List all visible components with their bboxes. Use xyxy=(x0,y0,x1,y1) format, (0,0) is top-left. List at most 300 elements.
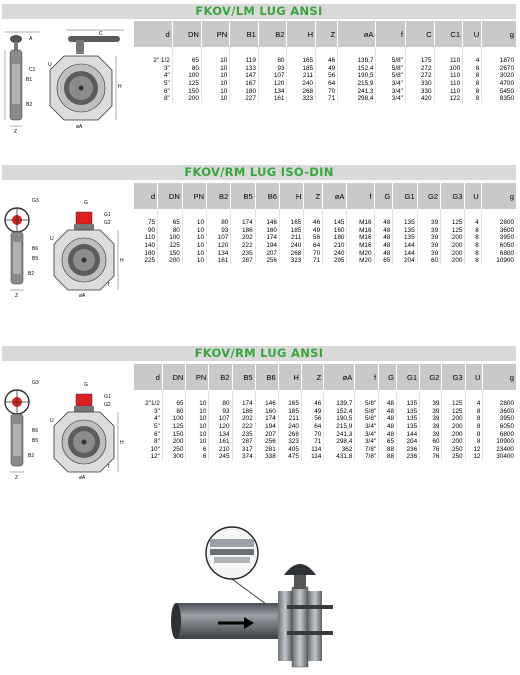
table-cell: 268 xyxy=(278,430,301,438)
table-row xyxy=(134,438,516,446)
valve-front-view-icon xyxy=(44,190,128,300)
table-cell: 125 xyxy=(442,408,465,416)
spacer-cell xyxy=(465,209,481,219)
table-cell: 256 xyxy=(255,438,278,446)
column-header: PN xyxy=(201,21,229,47)
label-b2: B2 xyxy=(28,453,35,459)
table-cell: 3/4" xyxy=(355,438,379,446)
table-cell: 202 xyxy=(231,234,255,242)
spacer-cell xyxy=(134,47,172,57)
table-cell: 200 xyxy=(172,95,201,103)
table-cell: 4" xyxy=(134,72,172,80)
table-cell: 200 xyxy=(162,438,186,446)
table-cell: 80 xyxy=(209,400,232,408)
label-z: Z xyxy=(14,129,18,135)
table-cell: 135 xyxy=(393,227,417,235)
table-cell: 125 xyxy=(158,242,183,250)
table-cell: 71 xyxy=(316,95,338,103)
table-cell: 70 xyxy=(304,249,323,257)
spacer-cell xyxy=(230,47,259,57)
table-cell: M16 xyxy=(347,234,374,242)
table-cell: 6 xyxy=(186,453,209,461)
column-header: f xyxy=(376,21,405,47)
table-cell: 167 xyxy=(230,80,259,88)
table-row xyxy=(134,80,516,88)
table-cell: 10 xyxy=(186,408,209,416)
table-cell: 3600 xyxy=(481,227,516,235)
table-cell: 10" xyxy=(134,446,162,454)
table-cell: 241,3 xyxy=(324,430,355,438)
table-cell: 268 xyxy=(287,87,316,95)
table-cell: 48 xyxy=(379,400,397,408)
table-cell: 10 xyxy=(201,72,229,80)
table-cell: 160 xyxy=(323,227,347,235)
table-cell: 48 xyxy=(374,234,393,242)
table-cell: 190,5 xyxy=(324,415,355,423)
table-cell: 5/8" xyxy=(355,415,379,423)
table-row xyxy=(134,72,516,80)
label-g: G xyxy=(84,200,88,206)
spacer-cell xyxy=(323,209,347,219)
table-row xyxy=(134,408,516,416)
table-cell: 75 xyxy=(134,219,158,227)
table-cell: 6" xyxy=(134,430,162,438)
spacer-cell xyxy=(417,209,441,219)
table-cell: 185 xyxy=(280,227,304,235)
label-h: H xyxy=(120,258,124,264)
table-cell: 8 xyxy=(465,249,481,257)
section-title: FKOV/RM LUG ANSI xyxy=(2,346,516,361)
column-header: øA xyxy=(323,183,347,209)
table-cell: 210 xyxy=(323,242,347,250)
table-cell: 125 xyxy=(442,400,465,408)
spacer-cell xyxy=(158,209,183,219)
column-header: DN xyxy=(162,364,186,390)
column-header: U xyxy=(465,183,481,209)
table-cell: 65 xyxy=(172,57,201,65)
table-cell: 8" xyxy=(134,438,162,446)
table-cell: 10 xyxy=(201,57,229,65)
table-cell: 144 xyxy=(397,430,420,438)
table-cell: 39 xyxy=(420,430,442,438)
table-cell: 120 xyxy=(258,80,287,88)
table-cell: 3/4" xyxy=(355,423,379,431)
table-cell: 204 xyxy=(393,257,417,265)
spacer-cell xyxy=(278,390,301,400)
label-z: Z xyxy=(15,293,19,299)
table-cell: 125 xyxy=(172,80,201,88)
table-cell: 6800 xyxy=(483,430,516,438)
table-cell: 150 xyxy=(162,430,186,438)
table-cell: 70 xyxy=(316,87,338,95)
table-cell: 225 xyxy=(134,257,158,265)
spacer-cell xyxy=(347,209,374,219)
column-header: B2 xyxy=(207,183,231,209)
table-cell: 152,4 xyxy=(338,65,376,73)
table-cell: 222 xyxy=(231,242,255,250)
table-cell: 46 xyxy=(304,219,323,227)
label-oa: øA xyxy=(79,475,86,481)
table-cell: 56 xyxy=(304,234,323,242)
table-cell: 10 xyxy=(186,438,209,446)
table-cell: 185 xyxy=(287,65,316,73)
table-cell: 10 xyxy=(201,80,229,88)
table-row xyxy=(134,219,516,227)
table-cell: M16 xyxy=(347,227,374,235)
column-header: d xyxy=(134,21,172,47)
table-cell: 48 xyxy=(374,219,393,227)
spacer-cell xyxy=(324,390,355,400)
table-cell: 240 xyxy=(280,242,304,250)
table-cell: 8 xyxy=(463,65,482,73)
column-header: d xyxy=(134,183,158,209)
table-cell: 3/4" xyxy=(376,95,405,103)
table-cell: 287 xyxy=(232,438,255,446)
table-cell: 256 xyxy=(255,257,279,265)
installation-illustration xyxy=(170,525,360,670)
table-cell: 5/8" xyxy=(376,57,405,65)
table-cell: 268 xyxy=(280,249,304,257)
table-cell: 200 xyxy=(441,242,465,250)
table-cell: M20 xyxy=(347,249,374,257)
table-cell: 140 xyxy=(134,242,158,250)
table-cell: 93 xyxy=(209,408,232,416)
table-cell: 114 xyxy=(301,453,323,461)
table-cell: 8 xyxy=(463,80,482,88)
label-b1: B1 xyxy=(26,77,33,83)
spacer-cell xyxy=(134,209,158,219)
table-cell: 374 xyxy=(232,453,255,461)
spec-table-3 xyxy=(134,364,516,461)
table-spacer-row xyxy=(134,390,516,400)
table-cell: 250 xyxy=(442,453,465,461)
table-cell: 338 xyxy=(255,453,278,461)
spec-table-2 xyxy=(134,183,516,265)
table-cell: 165 xyxy=(280,219,304,227)
table-cell: 80 xyxy=(172,65,201,73)
label-g3: G3 xyxy=(32,380,39,386)
spacer-cell xyxy=(231,209,255,219)
table-row xyxy=(134,65,516,73)
table-cell: 10 xyxy=(182,219,206,227)
table-cell: 110 xyxy=(434,80,463,88)
table-cell: M16 xyxy=(347,219,374,227)
table-cell: 8350 xyxy=(482,95,516,103)
table-cell: 107 xyxy=(258,72,287,80)
table-cell: 298,4 xyxy=(338,95,376,103)
spacer-cell xyxy=(434,47,463,57)
table-row xyxy=(134,446,516,454)
label-b2: B2 xyxy=(26,102,33,108)
table-cell: 10 xyxy=(186,400,209,408)
table-cell: 144 xyxy=(393,249,417,257)
table-row xyxy=(134,57,516,65)
table-cell: 4 xyxy=(465,219,481,227)
table-cell: 110 xyxy=(434,87,463,95)
table-cell: 145 xyxy=(323,219,347,227)
table-cell: 160 xyxy=(255,408,278,416)
table-cell: 300 xyxy=(162,453,186,461)
label-b5: B5 xyxy=(32,256,39,262)
table-row xyxy=(134,423,516,431)
table-cell: 200 xyxy=(442,438,465,446)
table-cell: 323 xyxy=(280,257,304,265)
table-cell: 10 xyxy=(201,95,229,103)
table-cell: 8 xyxy=(465,408,483,416)
table-cell: 10 xyxy=(182,242,206,250)
table-cell: 3020 xyxy=(482,72,516,80)
table-cell: 2"1/2 xyxy=(134,400,162,408)
spacer-cell xyxy=(483,390,516,400)
table-cell: 8 xyxy=(465,438,483,446)
table-cell: 160 xyxy=(134,249,158,257)
table-cell: 200 xyxy=(441,249,465,257)
column-header: g xyxy=(481,183,516,209)
table-cell: 405 xyxy=(278,446,301,454)
table-cell: 215,9 xyxy=(338,80,376,88)
label-u: U xyxy=(50,236,54,242)
table-cell: 10 xyxy=(201,65,229,73)
column-header: f xyxy=(347,183,374,209)
table-cell: 133 xyxy=(230,65,259,73)
table-cell: 6050 xyxy=(483,423,516,431)
column-header: G3 xyxy=(441,183,465,209)
column-header: G2 xyxy=(417,183,441,209)
column-header: B6 xyxy=(255,364,278,390)
table-cell: 8 xyxy=(463,87,482,95)
table-row xyxy=(134,453,516,461)
spacer-cell xyxy=(186,390,209,400)
column-header: U xyxy=(463,21,482,47)
table-cell: 161 xyxy=(207,257,231,265)
table-cell: 65 xyxy=(158,219,183,227)
spacer-cell xyxy=(201,47,229,57)
table-cell: 5" xyxy=(134,80,172,88)
table-cell: 120 xyxy=(207,242,231,250)
table-cell: 120 xyxy=(209,423,232,431)
table-cell: 39 xyxy=(417,249,441,257)
table-cell: 122 xyxy=(434,95,463,103)
spacer-cell xyxy=(393,209,417,219)
label-b2: B2 xyxy=(28,271,35,277)
label-g2: G2 xyxy=(104,220,111,226)
table-cell: 76 xyxy=(420,453,442,461)
table-cell: 202 xyxy=(232,415,255,423)
table-cell: 7/8" xyxy=(355,446,379,454)
table-cell: 190,5 xyxy=(338,72,376,80)
table-cell: 110 xyxy=(434,72,463,80)
table-cell: 272 xyxy=(405,72,434,80)
column-header: H xyxy=(278,364,301,390)
label-g2: G2 xyxy=(104,402,111,408)
table-cell: 39 xyxy=(420,415,442,423)
table-cell: 211 xyxy=(280,234,304,242)
table-cell: 245 xyxy=(209,453,232,461)
table-cell: 250 xyxy=(162,446,186,454)
table-row xyxy=(134,234,516,242)
table-cell: 4" xyxy=(134,415,162,423)
spacer-cell xyxy=(207,209,231,219)
table-cell: 2" 1/2 xyxy=(134,57,172,65)
table-cell: 3600 xyxy=(483,408,516,416)
table-cell: 240 xyxy=(287,80,316,88)
table-cell: 6 xyxy=(186,446,209,454)
column-header: f xyxy=(355,364,379,390)
table-cell: 287 xyxy=(231,257,255,265)
table-cell: 80 xyxy=(158,227,183,235)
table-cell: 48 xyxy=(374,249,393,257)
table-cell: 5/8" xyxy=(355,400,379,408)
table-cell: 3" xyxy=(134,65,172,73)
table-cell: 211 xyxy=(278,415,301,423)
table-cell: 64 xyxy=(316,80,338,88)
column-header: G3 xyxy=(442,364,465,390)
valve-front-view-icon xyxy=(44,26,128,136)
table-cell: 71 xyxy=(301,438,323,446)
table-cell: 80 xyxy=(258,57,287,65)
table-cell: 70 xyxy=(301,430,323,438)
spacer-cell xyxy=(481,209,516,219)
table-cell: 8 xyxy=(465,415,483,423)
label-oa: øA xyxy=(76,124,83,130)
table-cell: 420 xyxy=(405,95,434,103)
table-cell: 46 xyxy=(316,57,338,65)
table-row xyxy=(134,257,516,265)
table-cell: 207 xyxy=(255,430,278,438)
column-header: g xyxy=(483,364,516,390)
column-header: G2 xyxy=(420,364,442,390)
section-title: FKOV/LM LUG ANSI xyxy=(2,4,516,19)
label-c1: C1 xyxy=(29,67,36,73)
table-cell: 4 xyxy=(463,57,482,65)
column-header: B2 xyxy=(209,364,232,390)
column-header: DN xyxy=(158,183,183,209)
spacer-cell xyxy=(442,390,465,400)
table-cell: 12 xyxy=(465,453,483,461)
table-cell: 222 xyxy=(232,423,255,431)
column-header: Z xyxy=(316,21,338,47)
table-cell: 185 xyxy=(278,408,301,416)
table-spacer-row xyxy=(134,209,516,219)
table-cell: 200 xyxy=(442,430,465,438)
table-cell: 235 xyxy=(232,430,255,438)
table-cell: 6050 xyxy=(481,242,516,250)
column-header: B5 xyxy=(231,183,255,209)
spacer-cell xyxy=(482,47,516,57)
column-header: G xyxy=(379,364,397,390)
table-cell: 64 xyxy=(304,242,323,250)
column-header: g xyxy=(482,21,516,47)
column-header: øA xyxy=(338,21,376,47)
column-header: U xyxy=(465,364,483,390)
table-cell: 161 xyxy=(258,95,287,103)
table-cell: 298,4 xyxy=(324,438,355,446)
label-g: G xyxy=(84,382,88,388)
table-cell: 135 xyxy=(397,415,420,423)
table-cell: 10 xyxy=(186,415,209,423)
table-cell: 2800 xyxy=(483,400,516,408)
table-cell: 174 xyxy=(232,400,255,408)
table-cell: 10 xyxy=(201,87,229,95)
table-cell: 323 xyxy=(287,95,316,103)
table-cell: 240 xyxy=(278,423,301,431)
table-cell: 49 xyxy=(316,65,338,73)
table-cell: 250 xyxy=(442,446,465,454)
valve-side-view-icon xyxy=(2,26,44,136)
table-cell: 240 xyxy=(323,249,347,257)
label-u: U xyxy=(50,418,54,424)
column-header: B5 xyxy=(232,364,255,390)
spacer-cell xyxy=(316,47,338,57)
table-cell: 295 xyxy=(323,257,347,265)
table-row xyxy=(134,430,516,438)
valve-side-view-icon xyxy=(2,372,44,482)
table-cell: 65 xyxy=(374,257,393,265)
valve-front-view-icon xyxy=(44,372,128,482)
table-cell: 3" xyxy=(134,408,162,416)
table-cell: 4 xyxy=(465,400,483,408)
table-cell: 114 xyxy=(301,446,323,454)
table-cell: 8 xyxy=(463,72,482,80)
table-cell: 46 xyxy=(301,400,323,408)
table-cell: 8 xyxy=(465,423,483,431)
table-cell: 174 xyxy=(231,219,255,227)
table-cell: 139,7 xyxy=(338,57,376,65)
table-cell: 146 xyxy=(255,400,278,408)
table-cell: 90 xyxy=(134,227,158,235)
table-cell: 6800 xyxy=(481,249,516,257)
table-cell: 110 xyxy=(434,57,463,65)
table-cell: 8 xyxy=(465,257,481,265)
table-cell: 60 xyxy=(420,438,442,446)
table-cell: 236 xyxy=(397,453,420,461)
valve-side-view-icon xyxy=(2,190,44,300)
table-cell: 56 xyxy=(301,415,323,423)
table-cell: 135 xyxy=(397,400,420,408)
table-cell: 241,3 xyxy=(338,87,376,95)
column-header: øA xyxy=(324,364,355,390)
table-cell: 39 xyxy=(420,423,442,431)
table-cell: 39 xyxy=(417,242,441,250)
column-header: B2 xyxy=(258,21,287,47)
table-cell: 93 xyxy=(207,227,231,235)
table-cell: 135 xyxy=(393,234,417,242)
table-cell: 8 xyxy=(465,242,481,250)
table-cell: 48 xyxy=(379,415,397,423)
table-cell: 100 xyxy=(162,415,186,423)
table-cell: 125 xyxy=(441,227,465,235)
table-cell: 39 xyxy=(420,400,442,408)
table-cell: 236 xyxy=(397,446,420,454)
table-cell: 139,7 xyxy=(324,400,355,408)
table-cell: 431,8 xyxy=(324,453,355,461)
label-a: A xyxy=(29,36,33,42)
table-cell: 100 xyxy=(158,234,183,242)
table-cell: 330 xyxy=(405,80,434,88)
spacer-cell xyxy=(232,390,255,400)
table-cell: 200 xyxy=(441,234,465,242)
table-cell: 100 xyxy=(434,65,463,73)
table-cell: 39 xyxy=(420,408,442,416)
table-cell: 2800 xyxy=(481,219,516,227)
table-cell: 107 xyxy=(209,415,232,423)
table-row xyxy=(134,87,516,95)
table-cell: 56 xyxy=(316,72,338,80)
table-cell: 152,4 xyxy=(324,408,355,416)
spacer-cell xyxy=(379,390,397,400)
column-header: C1 xyxy=(434,21,463,47)
spacer-cell xyxy=(465,390,483,400)
